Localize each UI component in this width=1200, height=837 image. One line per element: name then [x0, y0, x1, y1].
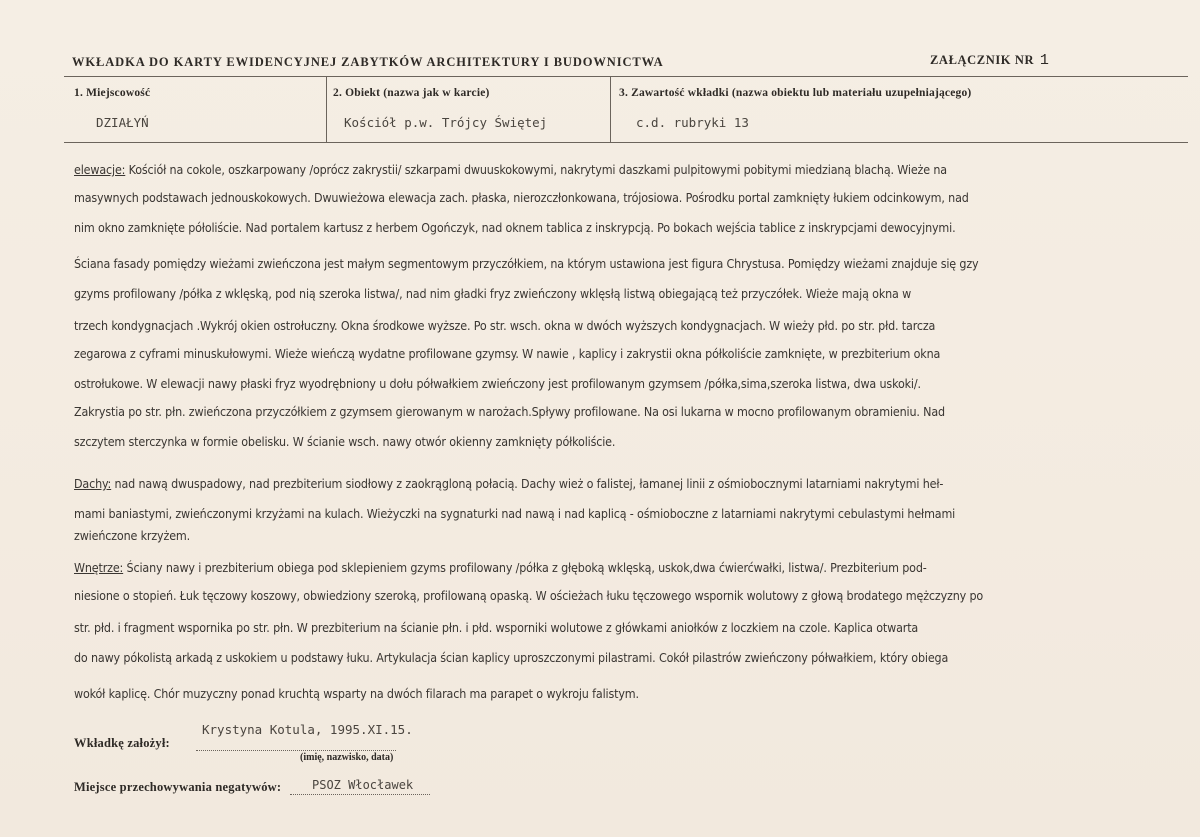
column-divider [326, 77, 327, 142]
place-value: DZIAŁYŃ [96, 115, 149, 130]
attachment-number: 1 [1039, 52, 1050, 69]
content-label: 3. Zawartość wkładki (nazwa obiektu lub materiału uzupełniającego) [619, 87, 972, 99]
text-line: nim okno zamknięte półoliście. Nad portalem kartusz z herbem Ogończyk, nad oknem tablica z inskrypcją. Po bokach wejścia tablice z inskrypcjami dewocyjnymi. [74, 220, 956, 235]
place-label: 1. Miejscowość [74, 87, 151, 99]
text-line: Dachy: nad nawą dwuspadowy, nad prezbiterium siodłowy z zaokrągloną połacią. Dachy wież o falistej, łamanej linii z ośmiobocznymi latarniami nakrytymi heł- [74, 476, 944, 491]
top-rule [64, 76, 1188, 77]
header-bottom-rule [64, 142, 1188, 143]
text-line: masywnych podstawach jednouskokowych. Dwuwieżowa elewacja zach. płaska, nierozczłonkowana, trójosiowa. Pośrodku portal zamknięty łukiem odcinkowym, nad [74, 190, 969, 205]
object-label: 2. Obiekt (nazwa jak w karcie) [333, 87, 490, 99]
text-line: Wnętrze: Ściany nawy i prezbiterium obiega pod sklepieniem gzyms profilowany /półka z głęboką wklęską, uskok,dwa ćwierćwałki, listwa/. Prezbiterium pod- [74, 560, 927, 575]
text-line: szczytem sterczynka w formie obelisku. W ścianie wsch. nawy otwór okienny zamknięty półkoliście. [74, 434, 616, 449]
signature-entry: Krystyna Kotula, 1995.XI.15. [202, 722, 413, 737]
attachment-heading [930, 52, 1049, 69]
text-line: Zakrystia po str. płn. zwieńczona przyczółkiem z gzymsem gierowanym w narożach.Spływy profilowane. Na osi lukarna w mocno profilowanym obramieniu. Nad [74, 404, 945, 419]
section-heading: Dachy: [74, 476, 112, 491]
section-heading: elewacje: [74, 162, 126, 177]
text-line: do nawy pókolistą arkadą z uskokiem u podstawy łuku. Artykulacja ścian kaplicy uproszczonymi pilastrami. Cokół pilastrów zwieńczony półwałkiem, który obiega [74, 650, 949, 665]
made-by-label: Wkładkę założył: [74, 736, 170, 750]
storage-label: Miejsce przechowywania negatywów: [74, 780, 282, 794]
storage-dotted-line [290, 794, 430, 795]
text-line: Ściana fasady pomiędzy wieżami zwieńczona jest małym segmentowym przyczółkiem, na którym ustawiona jest figura Chrystusa. Pomiędzy wieżami znajduje się gzy [74, 256, 979, 271]
content-value: c.d. rubryki 13 [636, 115, 749, 130]
column-divider [610, 77, 611, 142]
made-by-note: (imię, nazwisko, data) [300, 752, 394, 763]
made-by-dotted-line [196, 750, 396, 751]
text-line: gzyms profilowany /półka z wklęską, pod nią szeroka listwa/, nad nim gładki fryz zwieńczony wklęsłą listwą obiegającą też przyczółek. Wieże mają okna w [74, 286, 912, 301]
text-line: zegarowa z cyframi minuskułowymi. Wieże wieńczą wydatne profilowane gzymsy. W nawie , kaplicy i zakrystii okna półkoliście zamknięte, w prezbiterium okna [74, 346, 941, 361]
text-line: str. płd. i fragment wspornika po str. płn. W prezbiterium na ścianie płn. i płd. wsporniki wolutowe z główkami aniołków z loczkiem na czole. Kaplica otwarta [74, 620, 919, 635]
text-line: ostrołukowe. W elewacji nawy płaski fryz wyodrębniony u dołu półwałkiem zwieńczony jest profilowanym gzymsem /półka,sima,szeroka listwa, dwa uskoki/. [74, 376, 921, 391]
object-value: Kościół p.w. Trójcy Świętej [344, 115, 548, 130]
text-line: wokół kaplicę. Chór muzyczny ponad kruchtą wsparty na dwóch filarach ma parapet o wykroju falistym. [74, 686, 639, 701]
form-title: WKŁADKA DO KARTY EWIDENCYJNEJ ZABYTKÓW ARCHITEKTURY I BUDOWNICTWA [72, 55, 664, 69]
text-line: elewacje: Kościół na cokole, oszkarpowany /oprócz zakrystii/ szkarpami dwuuskokowymi, nakrytymi daszkami pulpitowymi pobitymi miedzianą blachą. Wieże na [74, 162, 947, 177]
section-heading: Wnętrze: [74, 560, 124, 575]
text-line: niesione o stopień. Łuk tęczowy koszowy, obwiedziony szeroką, profilowaną opaską. W ościeżach łuku tęczowego wspornik wolutowy z głową brodatego mężczyzny po [74, 588, 984, 603]
storage-value: PSOZ Włocławek [312, 778, 414, 792]
text-line: mami baniastymi, zwieńczonymi krzyżami na kulach. Wieżyczki na sygnaturki nad nawą i nad kaplicą - ośmioboczne z latarniami nakrytymi cebulastymi hełmami [74, 506, 956, 521]
attachment-label: ZAŁĄCZNIK NR [930, 53, 1035, 67]
text-line: trzech kondygnacjach .Wykrój okien ostrołuczny. Okna środkowe wyższe. Po str. wsch. okna w dwóch wyższych kondygnacjach. W wieży płd. po str. płd. tarcza [74, 318, 936, 333]
text-line: zwieńczone krzyżem. [74, 528, 190, 543]
